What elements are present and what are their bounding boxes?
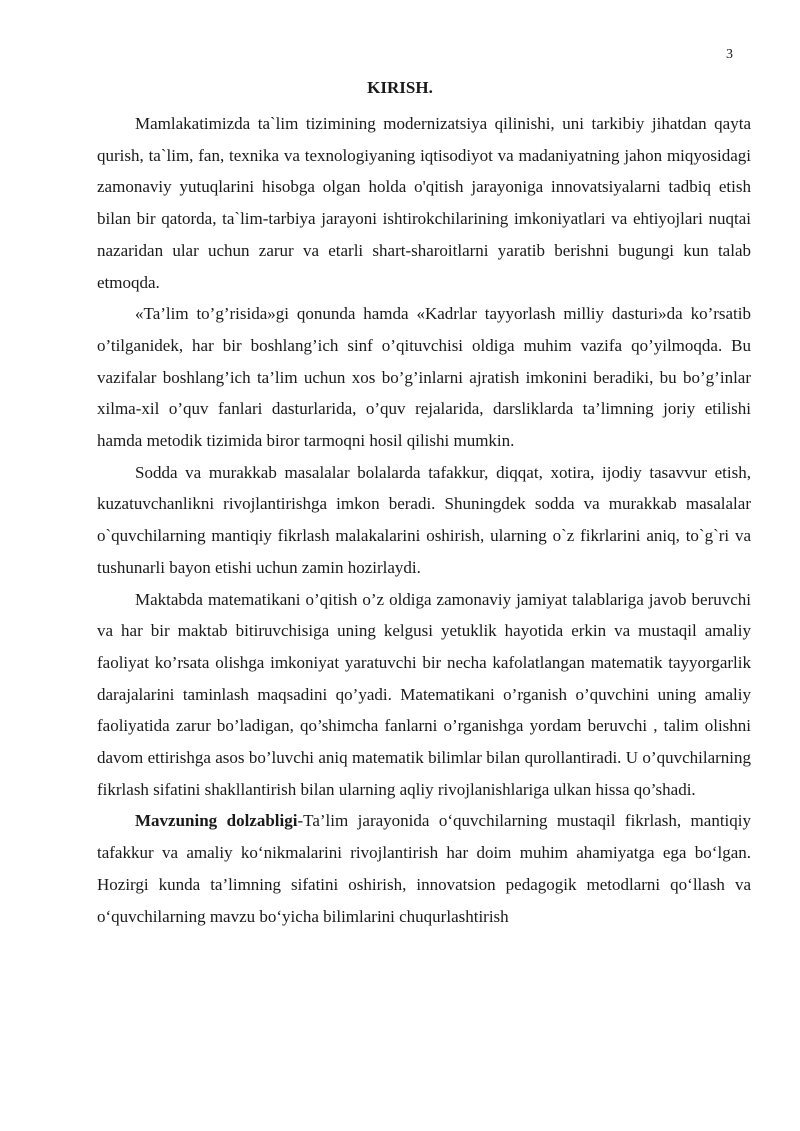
paragraph-problems: Sodda va murakkab masalalar bolalarda tafakkur, diqqat, xotira, ijodiy tasavvur etish, kuzatuvchanlikni rivojlantirishga imkon beradi. Shuningdek sodda va murakkab masalalar o`quvchilarning mantiqiy fikrlash malakalarini oshirish, ularning o`z fikrlarini aniq, to`g`ri va tushunarli bayon etishi uchun zamin hozirlaydi. [97,462,751,577]
document-body [97,108,751,932]
page-number: 3 [726,47,733,62]
paragraph-law: «Ta’lim to’g’risida»gi qonunda hamda «Kadrlar tayyorlash milliy dasturi»da ko’rsatib o’tilganidek, har bir boshlang’ich sinf o’qituvchisi oldiga muhim vazifa qo’yilmoqda. Bu vazifalar boshlang’ich ta’lim uchun xos bo’g’inlarni ajratish imkonini beradiki, bu bo’g’inlar xilma-xil o’quv fanlari dasturlarida, o’quv rejalarida, darsliklarda ta’limning joriy etilishi hamda metodik tizimida biror tarmoqni hosil qilishi mumkin. [97,304,751,451]
relevance-heading: Mavzuning dolzabligi [135,811,298,831]
paragraph-intro: Mamlakatimizda ta`lim tizimining modernizatsiya qilinishi, uni tarkibiy jihatdan qayta qurish, ta`lim, fan, texnika va texnologiyaning iqtisodiyot va madaniyatning jahon miqyosidagi zamonaviy yutuqlarini hisobga olgan holda o'qitish jarayoniga innovatsiyalarni tadbiq etish bilan bir qatorda, ta`lim-tarbiya jarayoni ishtirokchilarining imkoniyatlari va ehtiyojlari nuqtai nazaridan ular uchun zarur va etarli shart-sharoitlarni yaratib berishni bugungi kun talab etmoqda. [97,114,751,292]
paragraph-relevance [97,805,751,932]
section-title: KIRISH. [367,78,433,97]
relevance-text: -Ta’lim jarayonida o‘quvchilarning mustaqil fikrlash, mantiqiy tafakkur va amaliy ko‘nikmalarini rivojlantirish har doim muhim ahamiyatga ega bo‘lgan. Hozirgi kunda ta’limning sifatini oshirish, innovatsion pedagogik metodlarni qo‘llash va o‘quvchilarning mavzu bo‘yicha bilimlarini chuqurlashtirish [97,811,751,926]
paragraph-math: Maktabda matematikani o’qitish o’z oldiga zamonaviy jamiyat talablariga javob beruvchi va har bir maktab bitiruvchisiga uning kelgusi yetuklik hayotida erkin va mustaqil amaliy faoliyat ko’rsata olishga imkoniyat yaratuvchi bir necha kafolatlangan matematik tayyorgarlik darajalarini taminlash maqsadini qo’yadi. Matematikani o’rganish o’quvchini uning amaliy faoliyatida zarur bo’ladigan, qo’shimcha fanlarni o’rganishga yordam beruvchi , talim olishni davom ettirishga asos bo’luvchi aniq matematik bilimlar bilan qurollantiradi. U o’quvchilarning fikrlash sifatini shakllantirish bilan ularning aqliy rivojlanishlariga ulkan hissa qo’shadi. [97,589,751,799]
